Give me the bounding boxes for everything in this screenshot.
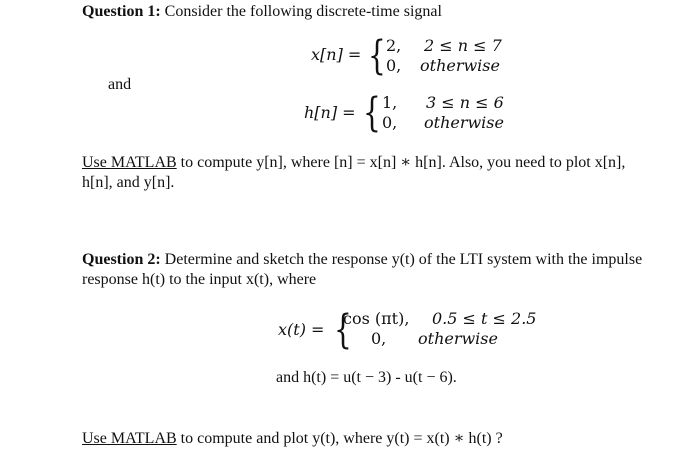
q2-task-line <box>82 429 503 449</box>
q1-matlab-text: Use MATLAB <box>82 154 177 171</box>
q2-x-brace: { <box>334 307 352 353</box>
q2-intro-2: response h(t) to the input x(t), where <box>82 271 317 288</box>
q1-h-case2-condition: otherwise <box>424 113 504 132</box>
q1-task-text: to compute y[n], where [n] = x[n] ∗ h[n]. Also, you need to plot x[n], <box>176 154 626 171</box>
q1-h-case1-value: 1, <box>382 93 398 112</box>
q1-x-brace: { <box>368 33 386 79</box>
q2-label: Question 2: <box>82 251 161 268</box>
q1-task-line-1 <box>82 153 625 173</box>
q2-intro-1: Determine and sketch the response y(t) of the LTI system with the impulse <box>164 251 643 268</box>
q2-x-lhs: x(t) = <box>278 320 325 339</box>
q1-x-case1-condition: 2 ≤ n ≤ 7 <box>424 36 502 55</box>
q1-h-brace: { <box>363 90 381 136</box>
q2-heading <box>82 250 642 270</box>
q1-label: Question 1: <box>82 3 161 20</box>
q1-intro: Consider the following discrete-time signal <box>164 3 442 20</box>
q2-x-case1-value: cos (πt), <box>343 309 410 328</box>
q1-and: and <box>108 76 132 93</box>
q2-x-case1-condition: 0.5 ≤ t ≤ 2.5 <box>432 309 537 328</box>
q2-matlab-text: Use MATLAB <box>82 430 177 447</box>
q1-x-case2-condition: otherwise <box>420 56 500 75</box>
q1-h-case1-condition: 3 ≤ n ≤ 6 <box>426 93 504 112</box>
q1-task-line-2: h[n], and y[n]. <box>82 174 175 191</box>
q1-x-lhs: x[n] = <box>311 45 362 64</box>
q1-heading <box>82 2 442 22</box>
q2-x-case2-value: 0, <box>371 329 387 348</box>
q2-x-case2-condition: otherwise <box>418 329 498 348</box>
q1-h-lhs: h[n] = <box>304 103 356 122</box>
q2-h-definition: and h(t) = u(t − 3) - u(t − 6). <box>276 369 457 386</box>
q2-task-text: to compute and plot y(t), where y(t) = x(t) ∗ h(t) ? <box>176 430 503 447</box>
q1-h-case2-value: 0, <box>382 113 398 132</box>
q1-x-case1-value: 2, <box>386 36 402 55</box>
q1-x-case2-value: 0, <box>386 56 402 75</box>
